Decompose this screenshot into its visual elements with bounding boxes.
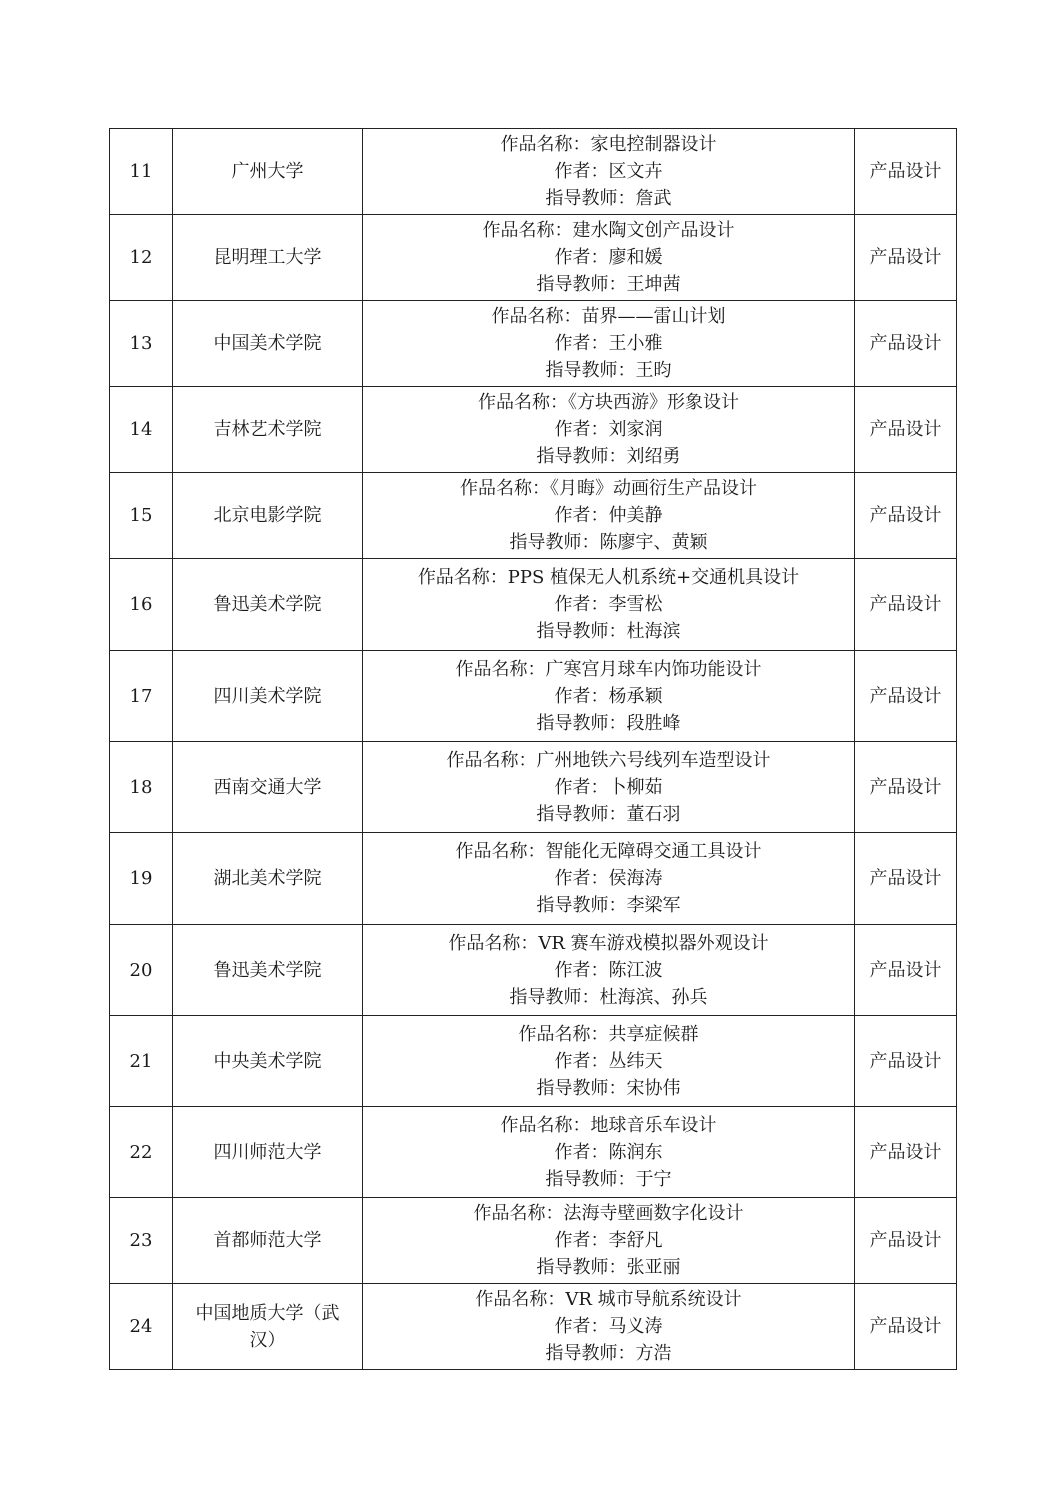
row-number: 20 [110,925,173,1016]
work-title: 作品名称：VR 城市导航系统设计 [475,1289,742,1310]
work-title: 作品名称：《方块西游》形象设计 [478,392,739,413]
work-author: 作者：李舒凡 [554,1230,663,1251]
category: 产品设计 [855,387,957,473]
table-row [110,215,957,301]
school-name: 西南交通大学 [173,742,363,833]
work-teacher: 指导教师：王坤茜 [536,274,681,295]
work-author: 作者：李雪松 [554,594,663,615]
work-teacher: 指导教师：刘绍勇 [536,446,681,467]
work-info [363,1107,855,1198]
table-row [110,925,957,1016]
work-info [363,301,855,387]
work-title: 作品名称：家电控制器设计 [500,134,717,155]
category: 产品设计 [855,1107,957,1198]
work-author: 作者：刘家润 [554,419,663,440]
school-name: 四川美术学院 [173,651,363,742]
school-name: 昆明理工大学 [173,215,363,301]
work-teacher: 指导教师：陈廖宇、黄颖 [509,532,708,553]
work-title: 作品名称：PPS 植保无人机系统+交通机具设计 [417,567,800,588]
work-title: 作品名称：共享症候群 [518,1023,699,1045]
row-number: 18 [110,742,173,833]
row-number: 16 [110,559,173,651]
work-teacher: 指导教师：李梁军 [536,895,681,916]
work-title: 作品名称：苗界——雷山计划 [491,306,726,327]
table-row [110,1284,957,1370]
table-row [110,651,957,742]
table-row [110,387,957,473]
awards-table-body [110,129,957,1370]
row-number: 24 [110,1284,173,1370]
category: 产品设计 [855,1016,957,1107]
school-name: 广州大学 [173,129,363,215]
table-row [110,1198,957,1284]
row-number: 13 [110,301,173,387]
work-info [363,129,855,215]
table-row [110,129,957,215]
work-teacher: 指导教师：杜海滨 [536,621,681,642]
work-title: 作品名称：广州地铁六号线列车造型设计 [446,749,771,771]
work-info [363,833,855,925]
category: 产品设计 [855,742,957,833]
school-name: 中国美术学院 [173,301,363,387]
work-title: 作品名称：法海寺壁画数字化设计 [473,1203,744,1224]
work-author: 作者：区文卉 [554,161,663,182]
work-teacher: 指导教师：董石羽 [536,803,681,825]
row-number: 17 [110,651,173,742]
category: 产品设计 [855,215,957,301]
table-row [110,473,957,559]
work-teacher: 指导教师：方浩 [545,1343,672,1364]
work-teacher: 指导教师：宋协伟 [536,1077,681,1099]
work-info [363,925,855,1016]
row-number: 21 [110,1016,173,1107]
row-number: 14 [110,387,173,473]
school-name: 鲁迅美术学院 [173,925,363,1016]
table-row [110,833,957,925]
school-name: 首都师范大学 [173,1198,363,1284]
work-teacher: 指导教师：詹武 [545,188,672,209]
work-info [363,651,855,742]
work-teacher: 指导教师：杜海滨、孙兵 [509,986,708,1008]
table-row [110,742,957,833]
work-info [363,215,855,301]
work-teacher: 指导教师：于宁 [545,1168,672,1190]
category: 产品设计 [855,925,957,1016]
school-name: 中国地质大学（武汉） [173,1284,363,1370]
work-title: 作品名称：智能化无障碍交通工具设计 [455,841,762,862]
school-name: 吉林艺术学院 [173,387,363,473]
row-number: 19 [110,833,173,925]
work-author: 作者：仲美静 [554,505,663,526]
work-title: 作品名称：《月晦》动画衍生产品设计 [460,478,757,499]
table-row [110,301,957,387]
work-author: 作者：王小雅 [554,333,663,354]
school-name: 中央美术学院 [173,1016,363,1107]
table-row [110,1016,957,1107]
table-row [110,559,957,651]
category: 产品设计 [855,1198,957,1284]
work-author: 作者：杨承颖 [554,685,663,707]
work-info [363,1198,855,1284]
row-number: 12 [110,215,173,301]
work-author: 作者：陈润东 [554,1141,663,1163]
work-title: 作品名称：广寒宫月球车内饰功能设计 [455,658,762,680]
work-title: 作品名称：地球音乐车设计 [500,1114,717,1136]
work-author: 作者：陈江波 [554,959,663,981]
category: 产品设计 [855,301,957,387]
work-info [363,1284,855,1370]
work-teacher: 指导教师：段胜峰 [536,712,681,734]
work-author: 作者：马义涛 [554,1316,663,1337]
category: 产品设计 [855,1284,957,1370]
work-info [363,387,855,473]
school-name: 湖北美术学院 [173,833,363,925]
work-author: 作者：丛纬天 [554,1050,663,1072]
work-author: 作者：廖和媛 [554,247,663,268]
work-info [363,742,855,833]
awards-table [109,128,957,1370]
work-teacher: 指导教师：王昀 [545,360,672,381]
category: 产品设计 [855,473,957,559]
category: 产品设计 [855,559,957,651]
work-info [363,559,855,651]
work-info [363,1016,855,1107]
table-row [110,1107,957,1198]
school-name: 四川师范大学 [173,1107,363,1198]
work-title: 作品名称：VR 赛车游戏模拟器外观设计 [448,932,769,954]
work-author: 作者：卜柳茹 [554,776,663,798]
row-number: 11 [110,129,173,215]
work-teacher: 指导教师：张亚丽 [536,1257,681,1278]
category: 产品设计 [855,651,957,742]
work-author: 作者：侯海涛 [554,868,663,889]
category: 产品设计 [855,129,957,215]
work-title: 作品名称：建水陶文创产品设计 [482,220,735,241]
school-name: 北京电影学院 [173,473,363,559]
row-number: 15 [110,473,173,559]
school-name: 鲁迅美术学院 [173,559,363,651]
work-info [363,473,855,559]
category: 产品设计 [855,833,957,925]
row-number: 23 [110,1198,173,1284]
row-number: 22 [110,1107,173,1198]
